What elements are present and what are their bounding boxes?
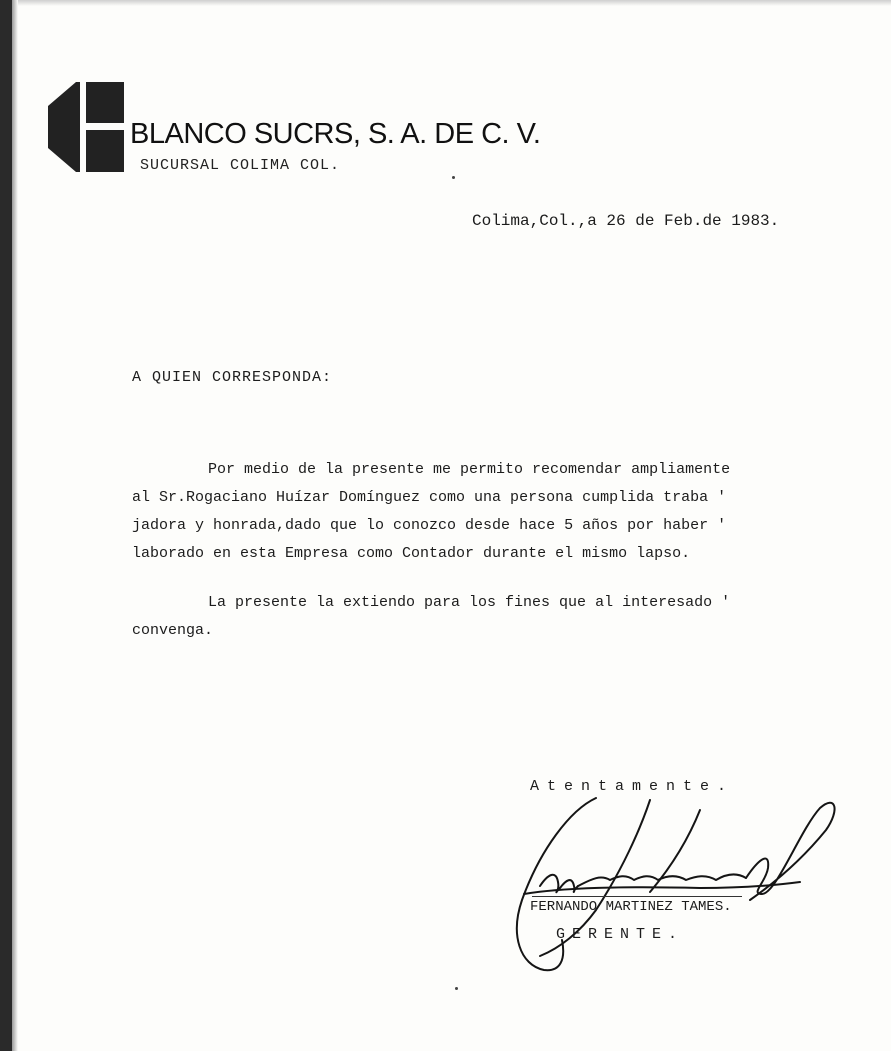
- paragraph-line: al Sr.Rogaciano Huízar Domínguez como una persona cumplida traba ': [132, 489, 727, 506]
- company-logo-icon: [48, 82, 124, 172]
- closing: Atentamente.: [530, 778, 735, 795]
- letter-date: Colima,Col.,a 26 de Feb.de 1983.: [472, 212, 780, 230]
- paragraph-line: jadora y honrada,dado que lo conozco desde hace 5 años por haber ': [132, 517, 727, 534]
- paragraph-line: Por medio de la presente me permito recomendar ampliamente: [208, 461, 731, 478]
- signer-name: FERNANDO MARTINEZ TAMES.: [530, 899, 732, 915]
- signer-title: GERENTE.: [556, 926, 685, 943]
- paragraph-line: laborado en esta Empresa como Contador durante el mismo lapso.: [132, 545, 691, 562]
- paper-speck: [452, 176, 455, 179]
- scan-edge-left: [0, 0, 12, 1051]
- scan-edge-shadow: [12, 0, 18, 1051]
- paragraph-line: La presente la extiendo para los fines que al interesado ': [208, 594, 731, 611]
- branch-name: SUCURSAL COLIMA COL.: [140, 157, 341, 174]
- scan-edge-top: [0, 0, 891, 6]
- company-name: BLANCO SUCRS, S. A. DE C. V.: [130, 118, 541, 150]
- body-paragraph-1: [132, 456, 730, 568]
- paper-speck: [455, 987, 458, 990]
- salutation: A QUIEN CORRESPONDA:: [132, 369, 333, 386]
- signature-line: [532, 896, 742, 897]
- paragraph-line: convenga.: [132, 622, 214, 639]
- body-paragraph-2: [132, 589, 730, 645]
- handwritten-signature-icon: [500, 790, 840, 990]
